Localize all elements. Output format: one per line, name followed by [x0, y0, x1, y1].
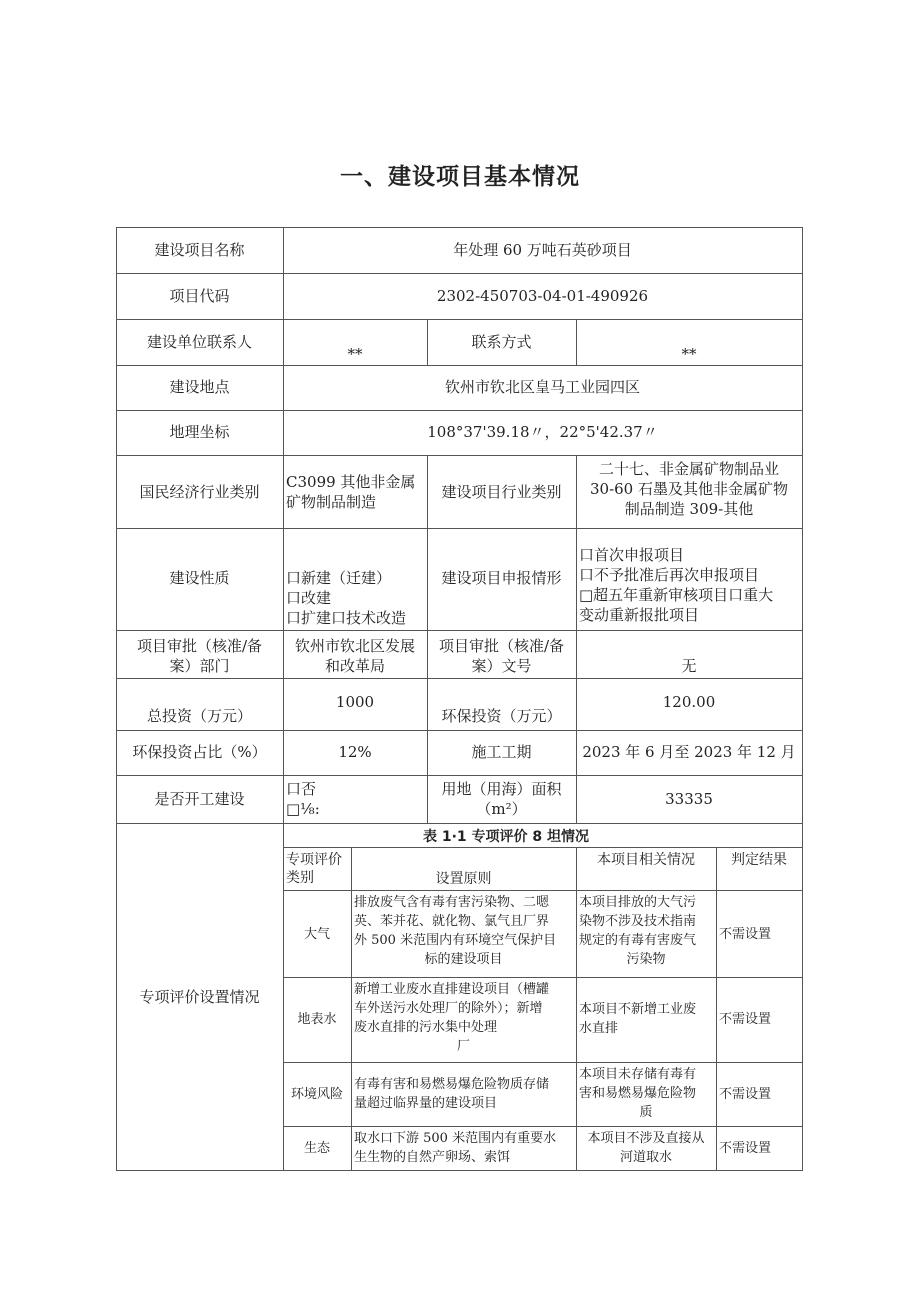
project-industry-line: 二十七、非金属矿物制品业	[598, 460, 779, 478]
approval-doc-value: 无	[681, 657, 697, 675]
sub-row-divider	[283, 1062, 803, 1063]
project-industry-label: 建设项目行业类别	[441, 483, 562, 501]
declare-label: 建设项目申报情形	[441, 569, 562, 587]
phone-value: **	[681, 345, 697, 363]
project-name-value: 年处理 60 万吨石英砂项目	[453, 241, 632, 259]
category-air: 大气	[303, 927, 330, 942]
declare-option-first: 口首次申报项目	[579, 546, 685, 564]
principle-line: 英、苯并花、就化物、氯气且厂界	[354, 914, 550, 929]
principle-line: 废水直排的污水集中处理	[354, 1020, 498, 1035]
started-options	[283, 779, 427, 819]
table-border-left	[116, 227, 117, 1171]
env-ratio-label: 环保投资占比（%）	[132, 743, 267, 761]
row-divider	[116, 823, 803, 824]
phone-label: 联系方式	[471, 333, 532, 351]
header-result: 判定结果	[731, 852, 787, 868]
principle-line: 生生物的自然产卵场、索饵	[354, 1150, 511, 1165]
principle-line: 标的建设项目	[424, 952, 503, 967]
coordinate-label: 地理坐标	[169, 423, 230, 441]
principle-line: 排放废气含有毒有害污染物、二嗯	[354, 895, 550, 910]
situation-line: 本项目不新增工业废	[579, 1002, 697, 1017]
row-divider	[116, 630, 803, 631]
page-title: 一、建设项目基本情况	[340, 164, 580, 190]
declare-options	[576, 545, 802, 625]
approval-dept-label-line: 项目审批（核准/备	[136, 637, 263, 655]
principle-line: 取水口下游 500 米范围内有重要水	[354, 1131, 557, 1146]
principle-line: 新增工业废水直排建设项目（槽罐	[354, 982, 550, 997]
principle-line: 有毒有害和易燃易爆危险物质存储	[354, 1077, 550, 1092]
sub-column-divider	[716, 847, 717, 1171]
row-divider	[116, 319, 803, 320]
approval-doc-label-line: 案）文号	[471, 657, 532, 675]
declare-option-recheck: □超五年重新审核项目口重大	[579, 586, 774, 604]
location-label: 建设地点	[169, 378, 230, 396]
sub-row-divider	[283, 847, 803, 848]
sub-row-divider	[283, 890, 803, 891]
approval-doc-label	[427, 636, 576, 676]
sub-row-divider	[283, 977, 803, 978]
principle-surface-water	[351, 980, 576, 1056]
total-invest-label: 总投资（万元）	[146, 707, 252, 725]
land-area-label-line: （m²）	[476, 800, 527, 818]
header-principle: 设置原则	[435, 871, 492, 887]
nature-option-expand: 口扩建口技术改造	[286, 609, 407, 627]
situation-air	[576, 893, 716, 969]
started-option-yes: □⅛:	[286, 800, 320, 818]
nature-option-new: 口新建（迁建）	[286, 569, 392, 587]
started-option-no: 口否	[286, 780, 317, 798]
nature-options	[283, 568, 427, 628]
contact-value: **	[347, 345, 363, 363]
approval-doc-label-line: 项目审批（核准/备	[438, 637, 565, 655]
result-air: 不需设置	[719, 927, 772, 942]
situation-line: 规定的有毒有害废气	[579, 933, 697, 948]
period-label: 施工工期	[471, 743, 532, 761]
row-divider	[116, 365, 803, 366]
coordinate-value: 108°37'39.18〃，22°5'42.37〃	[427, 423, 658, 441]
env-ratio-value: 12%	[338, 743, 372, 761]
env-invest-value: 120.00	[662, 693, 716, 711]
situation-line: 染物不涉及技术指南	[579, 914, 697, 929]
principle-air	[351, 893, 576, 969]
result-env-risk: 不需设置	[719, 1087, 772, 1102]
principle-env-risk	[351, 1075, 576, 1113]
row-divider	[116, 410, 803, 411]
row-divider	[116, 273, 803, 274]
row-divider	[116, 455, 803, 456]
row-divider	[116, 775, 803, 776]
principle-ecology	[351, 1129, 576, 1167]
land-area-label-line: 用地（用海）面积	[441, 780, 562, 798]
project-code-value: 2302-450703-04-01-490926	[436, 287, 649, 305]
approval-dept-value-line: 钦州市钦北区发展	[294, 637, 415, 655]
situation-line: 质	[639, 1105, 653, 1120]
situation-ecology	[576, 1129, 716, 1167]
header-category: 专项评价类别	[286, 852, 342, 886]
table-border-bottom	[116, 1170, 803, 1171]
approval-dept-label	[116, 636, 283, 676]
situation-line: 本项目不涉及直接从	[587, 1131, 705, 1146]
header-situation: 本项目相关情况	[597, 852, 695, 868]
table-border-top	[116, 227, 803, 228]
situation-line: 水直排	[579, 1021, 619, 1036]
special-eval-label: 专项评价设置情况	[139, 988, 260, 1006]
contact-label: 建设单位联系人	[146, 333, 252, 351]
nature-option-rebuild: 口改建	[286, 589, 332, 607]
principle-line: 车外送污水处理厂的除外）；新增	[354, 1001, 543, 1016]
row-divider	[116, 678, 803, 679]
situation-line: 河道取水	[619, 1150, 672, 1165]
category-surface-water: 地表水	[297, 1012, 337, 1027]
land-area-label	[427, 779, 576, 819]
category-ecology: 生态	[303, 1141, 330, 1156]
industry-value	[283, 472, 427, 512]
row-divider	[116, 528, 803, 529]
declare-option-change: 变动重新报批项目	[579, 606, 700, 624]
sub-row-divider	[283, 1126, 803, 1127]
land-area-value: 33335	[665, 790, 713, 808]
situation-line: 本项目未存储有毒有	[579, 1067, 697, 1082]
period-value: 2023 年 6 月至 2023 年 12 月	[582, 743, 796, 761]
industry-value-line: 矿物制品制造	[286, 493, 377, 511]
declare-option-resubmit: 口不予批准后再次申报项目	[579, 566, 760, 584]
situation-line: 害和易燃易爆危险物	[579, 1086, 697, 1101]
project-code-label: 项目代码	[169, 287, 230, 305]
approval-dept-value-line: 和改革局	[324, 657, 385, 675]
project-name-label: 建设项目名称	[154, 241, 245, 259]
category-env-risk: 环境风险	[290, 1087, 343, 1102]
situation-env-risk	[576, 1065, 716, 1122]
project-industry-value	[576, 459, 802, 519]
sub-table-caption: 表 1·1 专项评价 8 坦情况	[423, 829, 590, 845]
industry-label: 国民经济行业类别	[139, 483, 260, 501]
project-industry-line: 30-60 石墨及其他非金属矿物	[589, 480, 788, 498]
approval-dept-value	[283, 636, 427, 676]
total-invest-value: 1000	[335, 693, 375, 711]
started-label: 是否开工建设	[154, 790, 245, 808]
env-invest-label: 环保投资（万元）	[441, 707, 562, 725]
industry-value-line: C3099 其他非金属	[286, 473, 416, 491]
approval-dept-label-line: 案）部门	[169, 657, 230, 675]
row-divider	[116, 730, 803, 731]
nature-label: 建设性质	[169, 569, 230, 587]
principle-line: 厂	[456, 1039, 470, 1054]
situation-line: 污染物	[626, 952, 666, 967]
location-value: 钦州市钦北区皇马工业园四区	[444, 378, 640, 396]
result-ecology: 不需设置	[719, 1141, 772, 1156]
result-surface-water: 不需设置	[719, 1012, 772, 1027]
situation-line: 本项目排放的大气污	[579, 895, 697, 910]
situation-surface-water	[576, 1000, 716, 1038]
table-border-right	[802, 227, 803, 1171]
principle-line: 量超过临界量的建设项目	[354, 1096, 498, 1111]
principle-line: 外 500 米范围内有环境空气保护目	[354, 933, 557, 948]
project-industry-line: 制品制造 309-其他	[624, 500, 754, 518]
